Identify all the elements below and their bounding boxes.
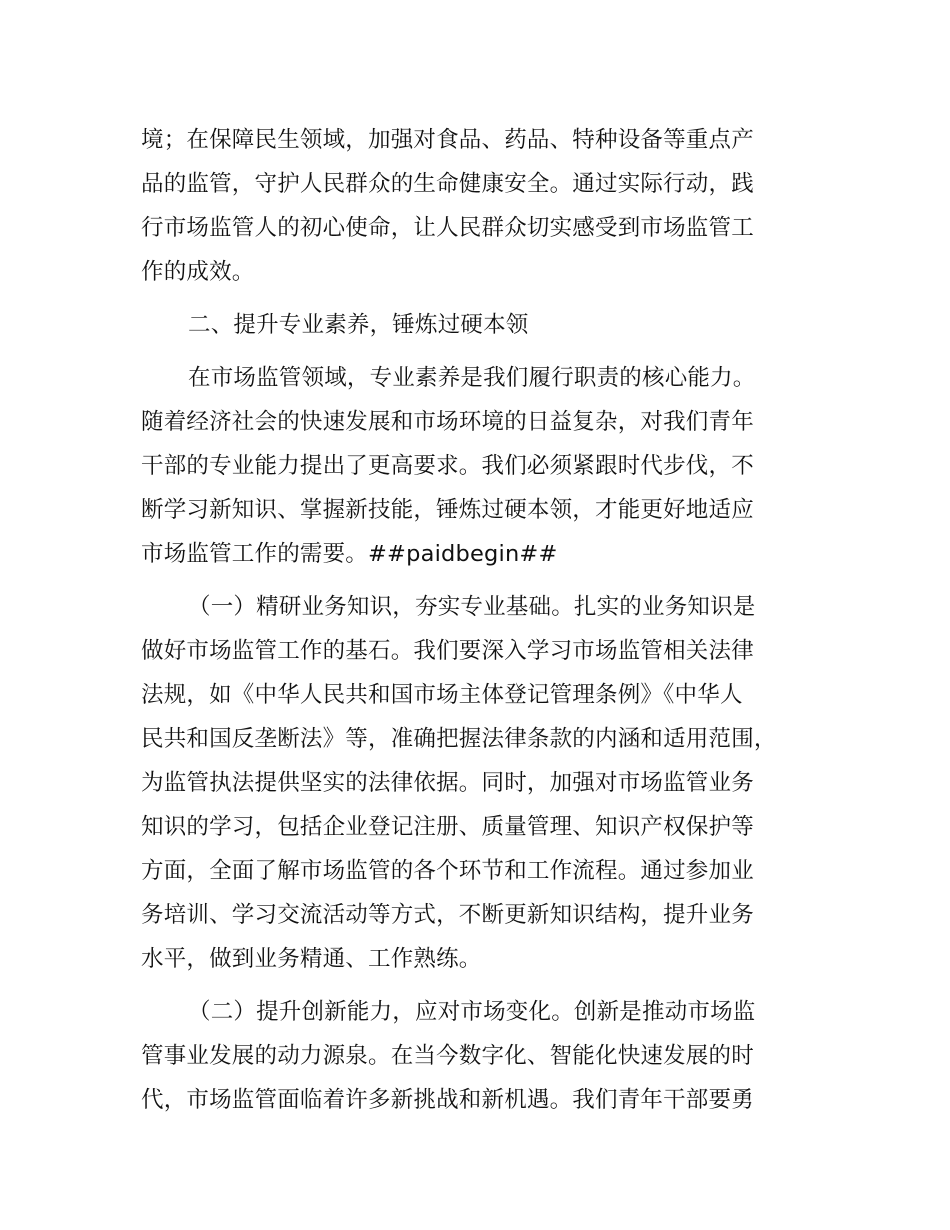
paragraph-continuation [141, 118, 831, 294]
text-line: 为监管执法提供坚实的法律依据。同时，加强对市场监管业务 [141, 770, 754, 796]
text-line: 水平，做到业务精通、工作熟练。 [141, 946, 482, 972]
text-line: 知识的学习，包括企业登记注册、质量管理、知识产权保护等 [141, 814, 754, 840]
paragraph-business-knowledge [141, 585, 831, 981]
paragraph-professional-quality [141, 356, 831, 576]
text-line: 法规，如《中华人民共和国市场主体登记管理条例》《中华人 [141, 682, 743, 708]
section-heading [141, 303, 831, 347]
text-line: 方面，全面了解市场监管的各个环节和工作流程。通过参加业 [141, 858, 754, 884]
document-body [141, 118, 831, 1122]
text-line: （二）提升创新能力，应对市场变化。创新是推动市场监 [188, 999, 756, 1025]
text-line: 断学习新知识、掌握新技能，锤炼过硬本领，才能更好地适应 [141, 497, 754, 523]
paragraph-innovation [141, 990, 831, 1122]
text-line: 在市场监管领域，专业素养是我们履行职责的核心能力。 [188, 365, 756, 391]
text-line: 代，市场监管面临着许多新挑战和新机遇。我们青年干部要勇 [141, 1087, 754, 1113]
text-line: 作的成效。 [141, 259, 255, 285]
text-line: （一）精研业务知识，夯实专业基础。扎实的业务知识是 [188, 594, 756, 620]
text-line: 随着经济社会的快速发展和市场环境的日益复杂，对我们青年 [141, 409, 754, 435]
text-line: 品的监管，守护人民群众的生命健康安全。通过实际行动，践 [141, 171, 754, 197]
text-line: 行市场监管人的初心使命，让人民群众切实感受到市场监管工 [141, 215, 754, 241]
text-line: 民共和国反垄断法》等，准确把握法律条款的内涵和适用范围， [141, 726, 777, 752]
text-line: 境；在保障民生领域，加强对食品、药品、特种设备等重点产 [141, 127, 754, 153]
text-line: 市场监管工作的需要。##paidbegin## [141, 541, 558, 567]
text-line: 务培训、学习交流活动等方式，不断更新知识结构，提升业务 [141, 902, 754, 928]
heading-line: 二、提升专业素养，锤炼过硬本领 [188, 312, 529, 338]
text-line: 做好市场监管工作的基石。我们要深入学习市场监管相关法律 [141, 638, 754, 664]
text-line: 干部的专业能力提出了更高要求。我们必须紧跟时代步伐，不 [141, 453, 754, 479]
text-line: 管事业发展的动力源泉。在当今数字化、智能化快速发展的时 [141, 1043, 754, 1069]
